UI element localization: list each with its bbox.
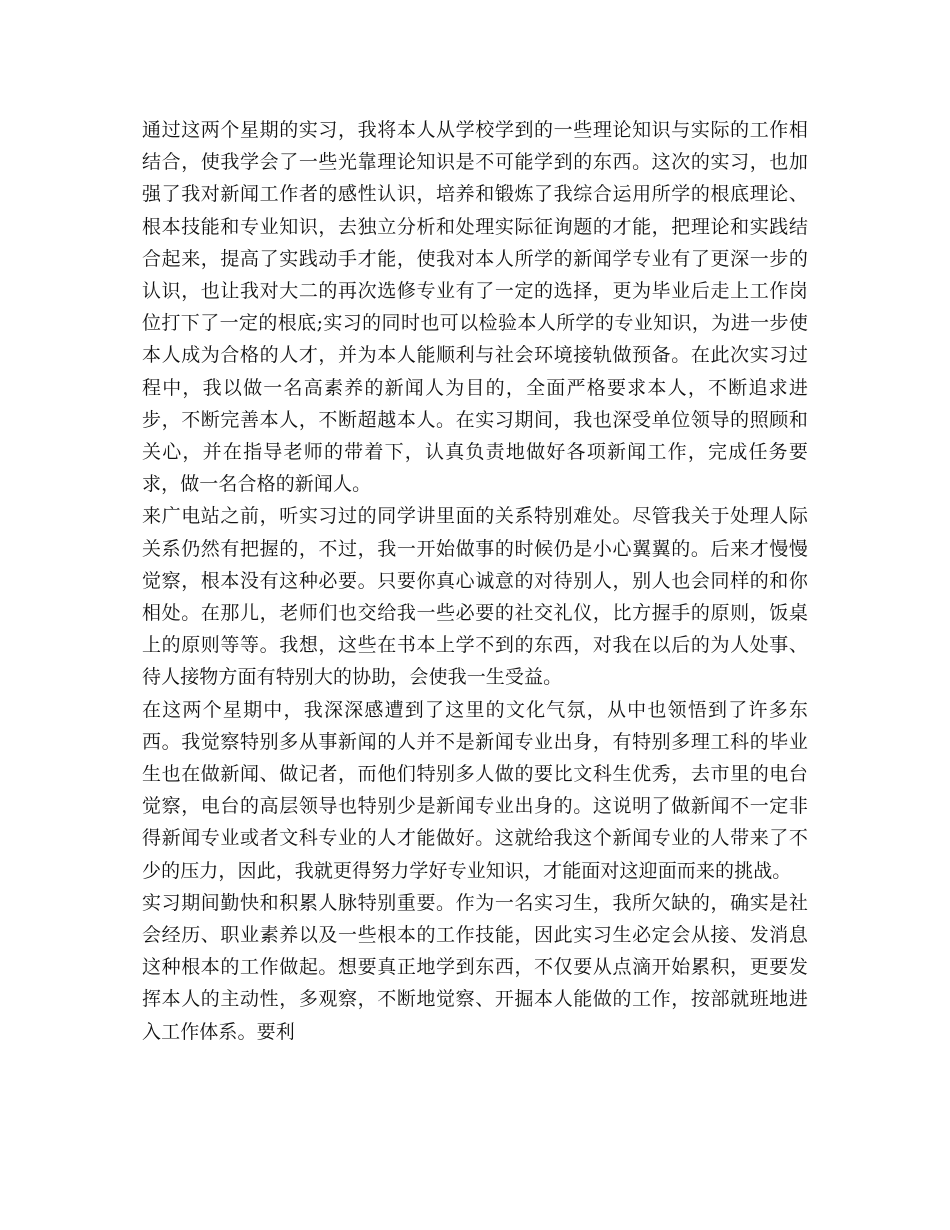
- paragraph-diligence-networking: 实习期间勤快和积累人脉特别重要。作为一名实习生，我所欠缺的，确实是社会经历、职业素养以及一些根本的工作技能，因此实习生必定会从接、发消息这种根本的工作做起。想要真正地学到东西，不仅要从点滴开始累积，更要发挥本人的主动性，多观察，不断地觉察、开掘本人能做的工作，按部就班地进入工作体系。要利: [142, 891, 808, 1043]
- document-body: [142, 114, 808, 1048]
- paragraph-cultural-atmosphere: 在这两个星期中，我深深感遭到了这里的文化气氛，从中也领悟到了许多东西。我觉察特别多从事新闻的人并不是新闻专业出身，有特别多理工科的毕业生也在做新闻、做记者，而他们特别多人做的要比文科生优秀，去市里的电台觉察，电台的高层领导也特别少是新闻专业出身的。这说明了做新闻不一定非得新闻专业或者文科专业的人才能做好。这就给我这个新闻专业的人带来了不少的压力，因此，我就更得努力学好专业知识，才能面对这迎面而来的挑战。: [142, 698, 808, 882]
- paragraph-internship-summary: 通过这两个星期的实习，我将本人从学校学到的一些理论知识与实际的工作相结合，使我学会了一些光靠理论知识是不可能学到的东西。这次的实习，也加强了我对新闻工作者的感性认识，培养和锻炼了我综合运用所学的根底理论、根本技能和专业知识，去独立分析和处理实际征询题的才能，把理论和实践结合起来，提高了实践动手才能，使我对本人所学的新闻学专业有了更深一步的认识，也让我对大二的再次选修专业有了一定的选择，更为毕业后走上工作岗位打下了一定的根底;实习的同时也可以检验本人所学的专业知识，为进一步使本人成为合格的人才，并为本人能顺利与社会环境接轨做预备。在此次实习过程中，我以做一名高素养的新闻人为目的，全面严格要求本人，不断追求进步，不断完善本人，不断超越本人。在实习期间，我也深受单位领导的照顾和关心，并在指导老师的带着下，认真负责地做好各项新闻工作，完成任务要求，做一名合格的新闻人。: [142, 119, 808, 496]
- paragraph-interpersonal-relations: 来广电站之前，听实习过的同学讲里面的关系特别难处。尽管我关于处理人际关系仍然有把握的，不过，我一开始做事的时候仍是小心翼翼的。后来才慢慢觉察，根本没有这种必要。只要你真心诚意的对待别人，别人也会同样的和你相处。在那儿，老师们也交给我一些必要的社交礼仪，比方握手的原则，饭桌上的原则等等。我想，这些在书本上学不到的东西，对我在以后的为人处事、待人接物方面有特别大的协助，会使我一生受益。: [142, 505, 808, 689]
